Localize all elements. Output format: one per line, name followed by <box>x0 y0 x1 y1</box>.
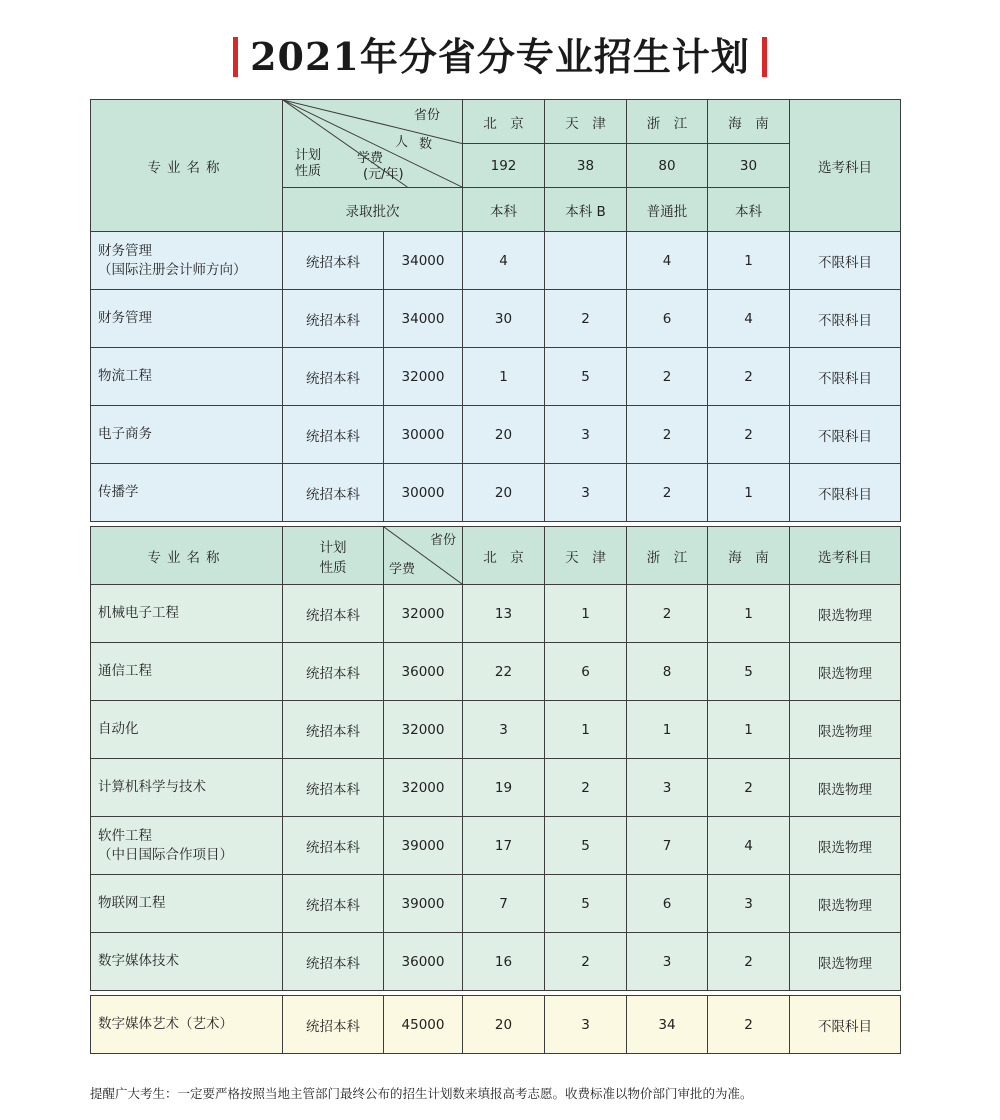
plan-type: 统招本科 <box>283 348 384 406</box>
quota-beijing: 20 <box>463 996 545 1054</box>
batch-zhejiang: 普通批 <box>627 188 708 232</box>
plan-type: 统招本科 <box>283 933 384 991</box>
tuition: 34000 <box>384 232 463 290</box>
quota-hainan: 2 <box>708 759 790 817</box>
quota-zhejiang: 6 <box>627 290 708 348</box>
quota-zhejiang: 6 <box>627 875 708 933</box>
count-beijing: 192 <box>463 144 545 188</box>
quota-hainan: 1 <box>708 464 790 522</box>
required-subjects: 不限科目 <box>790 290 901 348</box>
tuition: 36000 <box>384 643 463 701</box>
quota-beijing: 7 <box>463 875 545 933</box>
footer-note: 提醒广大考生：一定要严格按照当地主管部门最终公布的招生计划数来填报高考志愿。收费标准以物价部门审批的为准。 <box>90 1086 753 1101</box>
table-row <box>91 348 901 406</box>
required-subjects: 限选物理 <box>790 701 901 759</box>
plan-type: 统招本科 <box>283 759 384 817</box>
tuition: 32000 <box>384 759 463 817</box>
quota-tianjin: 6 <box>545 643 627 701</box>
fee-label: 学费 <box>389 562 416 577</box>
major-name: 传播学 <box>91 464 283 522</box>
quota-beijing: 22 <box>463 643 545 701</box>
plan-type-header: 计划 性质 <box>283 527 384 585</box>
major-name: 物流工程 <box>91 348 283 406</box>
table-row <box>91 933 901 991</box>
major-name-header: 专业名称 <box>91 100 283 232</box>
province-beijing: 北 京 <box>463 527 545 585</box>
plan-type: 统招本科 <box>283 817 384 875</box>
plan-type: 统招本科 <box>283 996 384 1054</box>
fee-label-2: (元/年) <box>363 167 404 182</box>
quota-tianjin <box>545 232 627 290</box>
batch-beijing: 本科 <box>463 188 545 232</box>
plan-type: 统招本科 <box>283 406 384 464</box>
required-subjects: 不限科目 <box>790 348 901 406</box>
quota-hainan: 2 <box>708 933 790 991</box>
table-row <box>91 406 901 464</box>
plan-type-label-2: 性质 <box>295 164 322 179</box>
quota-hainan: 4 <box>708 817 790 875</box>
quota-tianjin: 2 <box>545 759 627 817</box>
count-zhejiang: 80 <box>627 144 708 188</box>
quota-tianjin: 2 <box>545 290 627 348</box>
quota-zhejiang: 4 <box>627 232 708 290</box>
table-row <box>91 643 901 701</box>
plan-type: 统招本科 <box>283 643 384 701</box>
header-row-provinces <box>91 100 901 144</box>
quota-beijing: 4 <box>463 232 545 290</box>
required-subjects: 不限科目 <box>790 406 901 464</box>
table-row <box>91 232 901 290</box>
quota-tianjin: 1 <box>545 585 627 643</box>
tuition: 32000 <box>384 348 463 406</box>
title-right-bar <box>762 37 767 77</box>
batch-tianjin: 本科 B <box>545 188 627 232</box>
quota-beijing: 1 <box>463 348 545 406</box>
count-hainan: 30 <box>708 144 790 188</box>
province-hainan: 海 南 <box>708 527 790 585</box>
required-subjects: 限选物理 <box>790 933 901 991</box>
quota-beijing: 19 <box>463 759 545 817</box>
required-subjects: 限选物理 <box>790 643 901 701</box>
quota-tianjin: 3 <box>545 996 627 1054</box>
province-label: 省份 <box>413 108 440 123</box>
quota-hainan: 3 <box>708 875 790 933</box>
quota-hainan: 2 <box>708 348 790 406</box>
major-name: 财务管理 （国际注册会计师方向） <box>91 232 283 290</box>
table-row <box>91 585 901 643</box>
major-name: 软件工程 （中日国际合作项目） <box>91 817 283 875</box>
diagonal-header-cell <box>384 527 463 585</box>
table-row <box>91 701 901 759</box>
fee-label-1: 学费 <box>357 151 384 166</box>
table-row <box>91 817 901 875</box>
quota-zhejiang: 8 <box>627 643 708 701</box>
province-tianjin: 天 津 <box>545 527 627 585</box>
quota-hainan: 1 <box>708 232 790 290</box>
major-name: 物联网工程 <box>91 875 283 933</box>
province-tianjin: 天 津 <box>545 100 627 144</box>
quota-zhejiang: 2 <box>627 464 708 522</box>
diagonal-header-cell <box>283 100 463 188</box>
plan-type: 统招本科 <box>283 290 384 348</box>
tuition: 32000 <box>384 701 463 759</box>
required-subjects: 限选物理 <box>790 585 901 643</box>
required-subjects: 不限科目 <box>790 232 901 290</box>
province-beijing: 北 京 <box>463 100 545 144</box>
table-row <box>91 464 901 522</box>
quota-tianjin: 3 <box>545 406 627 464</box>
page-title: 2021年分省分专业招生计划 <box>250 34 750 79</box>
quota-beijing: 20 <box>463 464 545 522</box>
plan-type: 统招本科 <box>283 464 384 522</box>
quota-zhejiang: 34 <box>627 996 708 1054</box>
subjects-header: 选考科目 <box>790 100 901 232</box>
required-subjects: 不限科目 <box>790 464 901 522</box>
table-row <box>91 759 901 817</box>
quota-beijing: 30 <box>463 290 545 348</box>
province-hainan: 海 南 <box>708 100 790 144</box>
required-subjects: 限选物理 <box>790 759 901 817</box>
shu-label: 数 <box>418 137 432 152</box>
tuition: 39000 <box>384 817 463 875</box>
quota-tianjin: 1 <box>545 701 627 759</box>
count-tianjin: 38 <box>545 144 627 188</box>
quota-hainan: 2 <box>708 406 790 464</box>
quota-beijing: 20 <box>463 406 545 464</box>
quota-tianjin: 5 <box>545 348 627 406</box>
plan-type: 统招本科 <box>283 585 384 643</box>
required-subjects: 限选物理 <box>790 875 901 933</box>
batch-hainan: 本科 <box>708 188 790 232</box>
tuition: 32000 <box>384 585 463 643</box>
major-name: 通信工程 <box>91 643 283 701</box>
plan-type-label-1: 计划 <box>295 148 322 163</box>
quota-zhejiang: 7 <box>627 817 708 875</box>
ren-label: 人 <box>394 135 408 150</box>
tuition: 30000 <box>384 464 463 522</box>
quota-beijing: 17 <box>463 817 545 875</box>
quota-zhejiang: 3 <box>627 759 708 817</box>
quota-tianjin: 3 <box>545 464 627 522</box>
quota-zhejiang: 2 <box>627 585 708 643</box>
table-row <box>91 875 901 933</box>
quota-zhejiang: 1 <box>627 701 708 759</box>
batch-label: 录取批次 <box>283 188 463 232</box>
quota-tianjin: 2 <box>545 933 627 991</box>
province-zhejiang: 浙 江 <box>627 100 708 144</box>
major-name: 电子商务 <box>91 406 283 464</box>
plan-type: 统招本科 <box>283 232 384 290</box>
quota-zhejiang: 2 <box>627 406 708 464</box>
province-label: 省份 <box>429 533 456 548</box>
tuition: 36000 <box>384 933 463 991</box>
quota-hainan: 4 <box>708 290 790 348</box>
quota-hainan: 1 <box>708 585 790 643</box>
tuition: 45000 <box>384 996 463 1054</box>
major-name: 计算机科学与技术 <box>91 759 283 817</box>
quota-tianjin: 5 <box>545 817 627 875</box>
major-name: 自动化 <box>91 701 283 759</box>
province-zhejiang: 浙 江 <box>627 527 708 585</box>
quota-hainan: 2 <box>708 996 790 1054</box>
major-name: 机械电子工程 <box>91 585 283 643</box>
title-area <box>0 34 1000 80</box>
quota-hainan: 5 <box>708 643 790 701</box>
quota-zhejiang: 3 <box>627 933 708 991</box>
plan-type: 统招本科 <box>283 701 384 759</box>
subjects-header: 选考科目 <box>790 527 901 585</box>
tuition: 39000 <box>384 875 463 933</box>
header-row-section2 <box>91 527 901 585</box>
quota-zhejiang: 2 <box>627 348 708 406</box>
enrollment-plan-table <box>90 99 901 1054</box>
major-name-header: 专业名称 <box>91 527 283 585</box>
major-name: 财务管理 <box>91 290 283 348</box>
tuition: 34000 <box>384 290 463 348</box>
quota-tianjin: 5 <box>545 875 627 933</box>
quota-beijing: 16 <box>463 933 545 991</box>
tuition: 30000 <box>384 406 463 464</box>
quota-beijing: 13 <box>463 585 545 643</box>
quota-beijing: 3 <box>463 701 545 759</box>
quota-hainan: 1 <box>708 701 790 759</box>
required-subjects: 不限科目 <box>790 996 901 1054</box>
required-subjects: 限选物理 <box>790 817 901 875</box>
table-row <box>91 290 901 348</box>
table-row <box>91 996 901 1054</box>
major-name: 数字媒体技术 <box>91 933 283 991</box>
major-name: 数字媒体艺术（艺术） <box>91 996 283 1054</box>
plan-type: 统招本科 <box>283 875 384 933</box>
